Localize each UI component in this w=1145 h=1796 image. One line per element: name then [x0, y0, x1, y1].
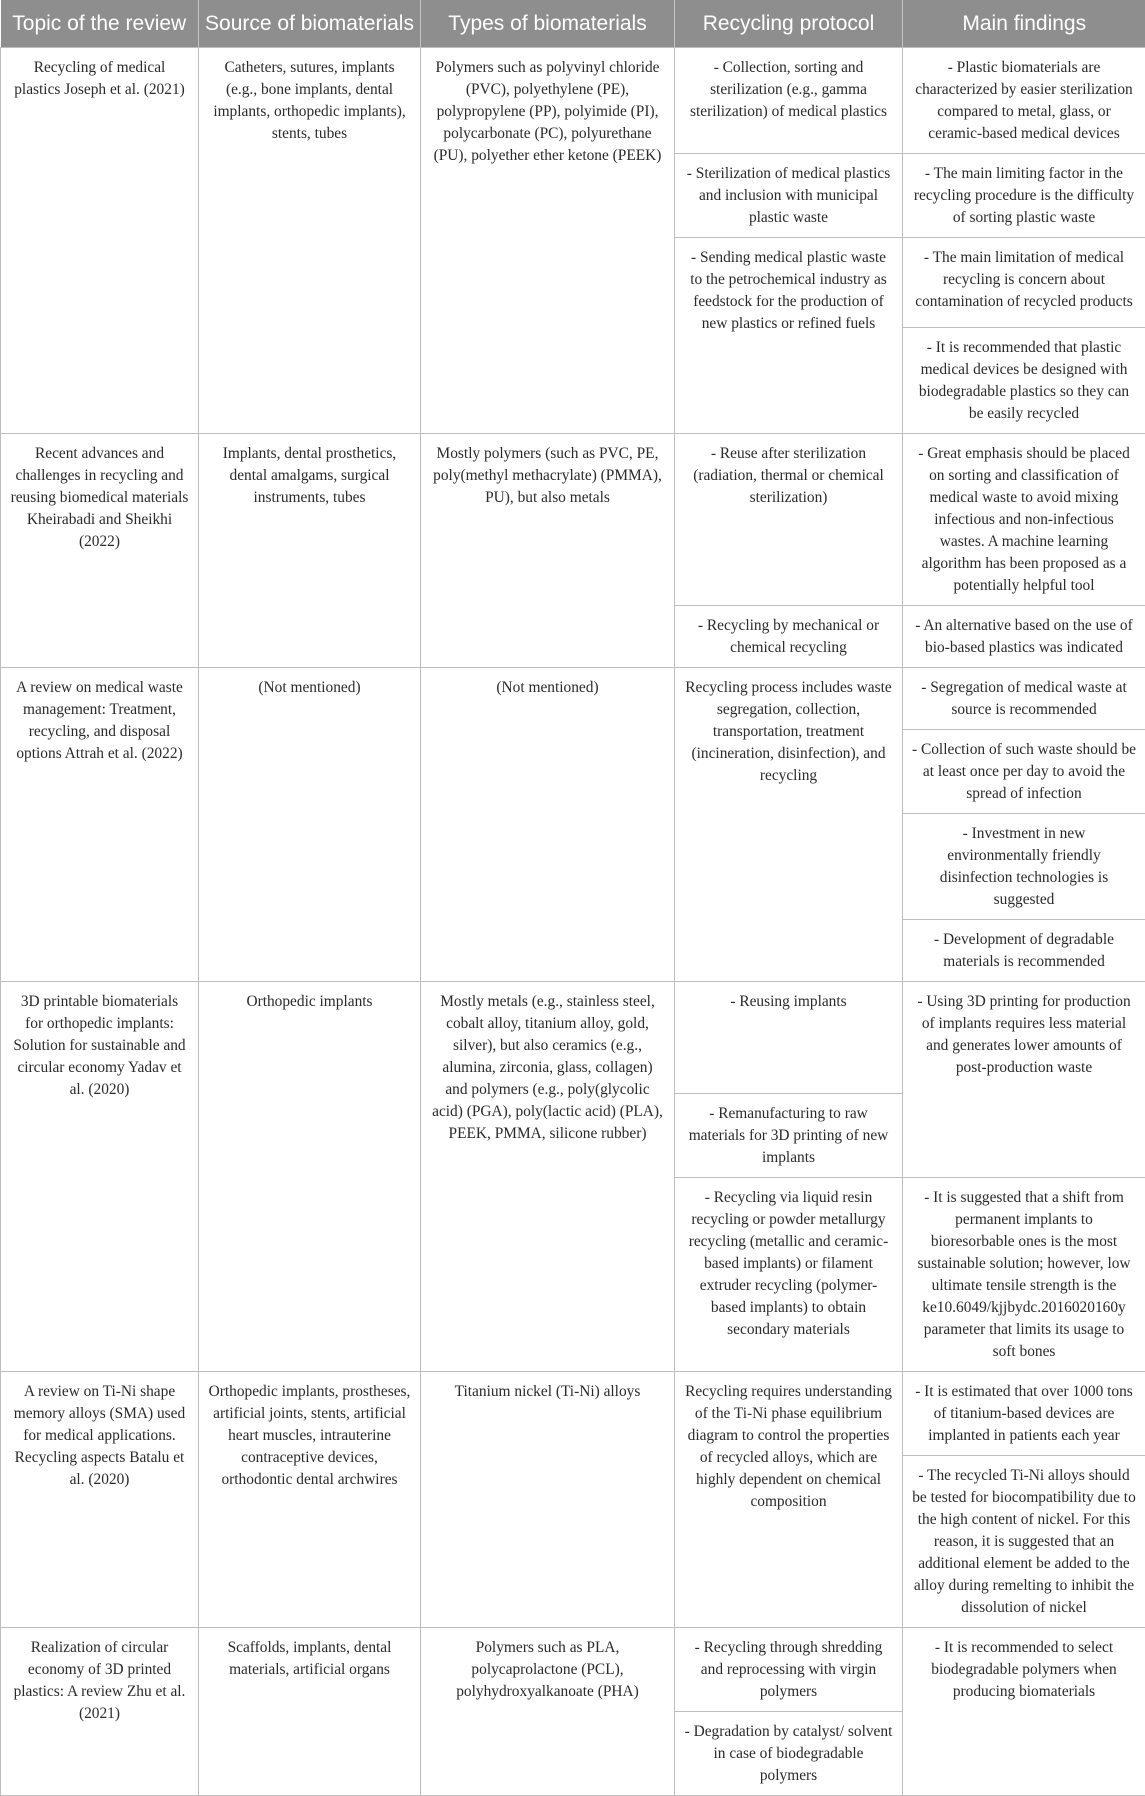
findings-cell: - Plastic biomaterials are characterized by easier sterilization compared to metal, glass, or ceramic-based medical devices	[903, 48, 1145, 154]
findings-cell: - Great emphasis should be placed on sorting and classification of medical waste to avoid mixing infectious and non-infectious wastes. A machine learning algorithm has been proposed as a potentially helpful tool	[903, 434, 1145, 606]
types-cell: Mostly metals (e.g., stainless steel, cobalt alloy, titanium alloy, gold, silver), but also ceramics (e.g., alumina, zirconia, glass, collagen) and polymers (e.g., poly(glycolic acid) (PGA), poly(lactic acid) (PLA), PEEK, PMMA, silicone rubber)	[421, 982, 675, 1372]
types-cell: (Not mentioned)	[421, 668, 675, 982]
topic-cell: A review on Ti-Ni shape memory alloys (SMA) used for medical applications. Recycling aspects Batalu et al. (2020)	[1, 1372, 199, 1628]
protocol-cell: Recycling process includes waste segregation, collection, transportation, treatment (incineration, disinfection), and recycling	[675, 668, 903, 982]
topic-cell: 3D printable biomaterials for orthopedic implants: Solution for sustainable and circular economy Yadav et al. (2020)	[1, 982, 199, 1372]
protocol-cell: - Collection, sorting and sterilization (e.g., gamma sterilization) of medical plastics	[675, 48, 903, 154]
header-findings: Main findings	[903, 0, 1145, 48]
table-row	[1, 48, 1145, 154]
source-cell: Orthopedic implants, prostheses, artificial joints, stents, artificial heart muscles, intrauterine contraceptive devices, orthodontic dental archwires	[199, 1372, 421, 1628]
source-cell: (Not mentioned)	[199, 668, 421, 982]
protocol-cell: - Recycling through shredding and reprocessing with virgin polymers	[675, 1628, 903, 1712]
topic-cell: Recent advances and challenges in recycling and reusing biomedical materials Kheirabadi and Sheikhi (2022)	[1, 434, 199, 668]
findings-cell: - It is estimated that over 1000 tons of titanium-based devices are implanted in patients each year	[903, 1372, 1145, 1456]
table-row	[1, 668, 1145, 730]
header-row	[1, 0, 1145, 48]
table-row	[1, 1628, 1145, 1712]
findings-cell: - Collection of such waste should be at least once per day to avoid the spread of infection	[903, 730, 1145, 814]
findings-cell: - Segregation of medical waste at source is recommended	[903, 668, 1145, 730]
protocol-cell: - Degradation by catalyst/ solvent in case of biodegradable polymers	[675, 1712, 903, 1796]
protocol-cell: - Sending medical plastic waste to the petrochemical industry as feedstock for the production of new plastics or refined fuels	[675, 238, 903, 434]
topic-cell: Recycling of medical plastics Joseph et al. (2021)	[1, 48, 199, 434]
types-cell: Polymers such as PLA, polycaprolactone (PCL), polyhydroxyalkanoate (PHA)	[421, 1628, 675, 1796]
findings-cell: - The recycled Ti-Ni alloys should be tested for biocompatibility due to the high content of nickel. For this reason, it is suggested that an additional element be added to the alloy during remelting to inhibit the dissolution of nickel	[903, 1456, 1145, 1628]
protocol-cell: - Recycling via liquid resin recycling or powder metallurgy recycling (metallic and ceramic-based implants) or filament extruder recycling (polymer-based implants) to obtain secondary materials	[675, 1178, 903, 1372]
findings-cell: - Investment in new environmentally friendly disinfection technologies is suggested	[903, 814, 1145, 920]
findings-cell: - The main limiting factor in the recycling procedure is the difficulty of sorting plastic waste	[903, 154, 1145, 238]
protocol-cell: - Reuse after sterilization (radiation, thermal or chemical sterilization)	[675, 434, 903, 606]
findings-cell: - It is recommended to select biodegradable polymers when producing biomaterials	[903, 1628, 1145, 1796]
protocol-cell: - Reusing implants	[675, 982, 903, 1094]
header-protocol: Recycling protocol	[675, 0, 903, 48]
header-source: Source of biomaterials	[199, 0, 421, 48]
source-cell: Implants, dental prosthetics, dental amalgams, surgical instruments, tubes	[199, 434, 421, 668]
findings-cell: - Using 3D printing for production of implants requires less material and generates lower amounts of post-production waste	[903, 982, 1145, 1178]
table-row	[1, 1372, 1145, 1456]
findings-cell: - Development of degradable materials is recommended	[903, 920, 1145, 982]
topic-cell: Realization of circular economy of 3D printed plastics: A review Zhu et al. (2021)	[1, 1628, 199, 1796]
protocol-cell: Recycling requires understanding of the Ti-Ni phase equilibrium diagram to control the properties of recycled alloys, which are highly dependent on chemical composition	[675, 1372, 903, 1628]
types-cell: Titanium nickel (Ti-Ni) alloys	[421, 1372, 675, 1628]
table-row	[1, 434, 1145, 606]
findings-cell: - An alternative based on the use of bio-based plastics was indicated	[903, 606, 1145, 668]
table-row	[1, 982, 1145, 1094]
findings-cell: - The main limitation of medical recycling is concern about contamination of recycled products	[903, 238, 1145, 328]
types-cell: Mostly polymers (such as PVC, PE, poly(methyl methacrylate) (PMMA), PU), but also metals	[421, 434, 675, 668]
protocol-cell: - Recycling by mechanical or chemical recycling	[675, 606, 903, 668]
types-cell: Polymers such as polyvinyl chloride (PVC), polyethylene (PE), polypropylene (PP), polyimide (PI), polycarbonate (PC), polyurethane (PU), polyether ether ketone (PEEK)	[421, 48, 675, 434]
protocol-cell: - Remanufacturing to raw materials for 3D printing of new implants	[675, 1094, 903, 1178]
source-cell: Orthopedic implants	[199, 982, 421, 1372]
header-topic: Topic of the review	[1, 0, 199, 48]
protocol-cell: - Sterilization of medical plastics and inclusion with municipal plastic waste	[675, 154, 903, 238]
topic-cell: A review on medical waste management: Treatment, recycling, and disposal options Attrah et al. (2022)	[1, 668, 199, 982]
findings-cell: - It is recommended that plastic medical devices be designed with biodegradable plastics so they can be easily recycled	[903, 328, 1145, 434]
source-cell: Scaffolds, implants, dental materials, artificial organs	[199, 1628, 421, 1796]
source-cell: Catheters, sutures, implants (e.g., bone implants, dental implants, orthopedic implants), stents, tubes	[199, 48, 421, 434]
header-types: Types of biomaterials	[421, 0, 675, 48]
findings-cell: - It is suggested that a shift from permanent implants to bioresorbable ones is the most sustainable solution; however, low ultimate tensile strength is the ke10.6049/kjjbydc.2016020160y parameter that limits its usage to soft bones	[903, 1178, 1145, 1372]
